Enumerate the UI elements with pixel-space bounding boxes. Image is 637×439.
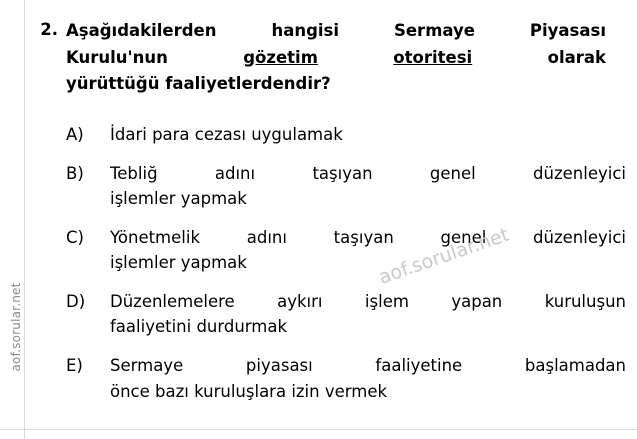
option-b-line-1: Tebliğ adını taşıyan genel düzenleyici [110,163,626,183]
option-d-line-1: Düzenlemelere aykırı işlem yapan kuruluşun [110,291,626,311]
option-c-line-2: işlemler yapmak [110,253,247,273]
question-block [24,18,624,98]
question-text [66,18,606,98]
options-list [66,122,626,417]
option-d-line-2: faaliyetini durdurmak [110,317,288,337]
option-e-line-1: Sermaye piyasası faaliyetine başlamadan [110,355,626,375]
option-c-line-1: Yönetmelik adını taşıyan genel düzenleyici [110,227,626,247]
option-e[interactable] [66,353,626,404]
option-e-letter: E) [66,355,83,375]
option-b-letter: B) [66,163,84,183]
option-e-line-2: önce bazı kuruluşlara izin vermek [110,381,388,401]
question-underlined-gozetim: gözetim [243,47,318,67]
option-a-text [110,122,626,148]
page-content [24,0,637,439]
left-watermark-text: aof.sorular.net [9,282,23,372]
question-underlined-otoritesi: otoritesi [393,47,473,67]
option-d[interactable] [66,289,626,340]
option-d-letter: D) [66,291,86,311]
diagonal-watermark-text: aof.sorular.net [376,223,512,289]
question-line-3: yürüttüğü faaliyetlerdendir? [66,74,331,94]
option-b[interactable] [66,161,626,212]
question-line-1: Aşağıdakilerden hangisi Sermaye Piyasası [66,21,606,40]
option-e-text [110,353,626,404]
option-a-line-1: İdari para cezası uygulamak [110,125,343,144]
option-c-text [110,225,626,276]
option-b-line-2: işlemler yapmak [110,189,247,209]
question-number: 2. [40,20,58,39]
option-c-letter: C) [66,227,84,247]
option-a-letter: A) [66,125,84,144]
option-b-text [110,161,626,212]
option-d-text [110,289,626,340]
left-margin-strip [0,0,25,439]
question-line-2-part-b: olarak [547,47,606,67]
question-line-2-part-a: Kurulu'nun [66,47,168,67]
question-line-2 [66,45,606,72]
option-c[interactable] [66,225,626,276]
option-a[interactable] [66,122,626,148]
